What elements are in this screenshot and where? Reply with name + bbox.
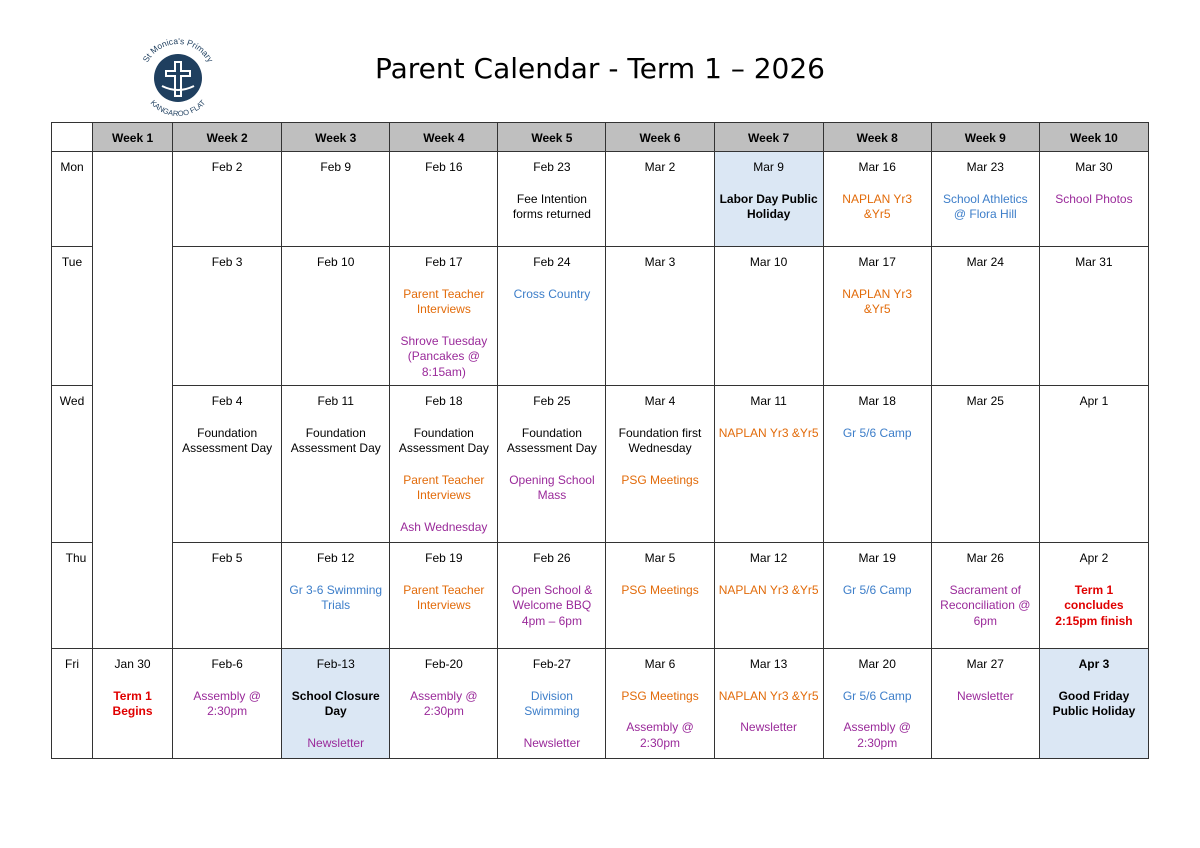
cell-date: Apr 1 — [1079, 394, 1109, 408]
calendar-event: Assembly @ 2:30pm — [843, 720, 911, 750]
cell-date: Feb-6 — [211, 657, 243, 671]
week-header: Week 7 — [714, 123, 823, 152]
calendar-row-wed — [52, 386, 1149, 543]
cell-date: Mar 10 — [749, 255, 788, 269]
cell-date: Mar 31 — [1075, 255, 1113, 269]
calendar-event: Labor Day Public Holiday — [719, 191, 818, 221]
calendar-event: Parent Teacher Interviews — [403, 472, 485, 502]
calendar-day-cell — [498, 247, 606, 386]
week-header: Week 5 — [498, 123, 606, 152]
term-calendar-table — [51, 122, 1149, 759]
cell-date: Mar 11 — [750, 394, 787, 408]
cell-date: Feb 24 — [533, 255, 571, 269]
calendar-day-cell — [498, 152, 606, 247]
calendar-day-cell — [606, 649, 714, 759]
calendar-event: Foundation Assessment Day — [506, 425, 597, 455]
calendar-event: NAPLAN Yr3 &Yr5 — [718, 425, 819, 440]
calendar-day-cell — [714, 649, 823, 759]
cell-date: Mar 6 — [644, 657, 676, 671]
calendar-day-cell — [606, 386, 714, 543]
week-header-row — [52, 123, 1149, 152]
cell-date: Mar 17 — [858, 255, 896, 269]
calendar-day-cell — [931, 386, 1039, 543]
calendar-row-fri — [52, 649, 1149, 759]
calendar-day-cell — [1039, 247, 1148, 386]
day-label: Mon — [52, 152, 93, 247]
cell-date: Apr 2 — [1079, 551, 1109, 565]
calendar-event: Ash Wednesday — [400, 519, 488, 534]
week-header: Week 9 — [931, 123, 1039, 152]
cell-date: Feb 2 — [211, 160, 243, 174]
calendar-event: Foundation Assessment Day — [290, 425, 381, 455]
calendar-day-cell — [390, 152, 498, 247]
calendar-event: Good Friday Public Holiday — [1052, 688, 1136, 718]
calendar-day-cell — [390, 386, 498, 543]
calendar-day-cell — [390, 543, 498, 649]
cell-date: Feb 16 — [425, 160, 463, 174]
cell-date: Feb 9 — [320, 160, 352, 174]
calendar-day-cell — [823, 247, 931, 386]
calendar-day-cell — [498, 543, 606, 649]
calendar-row-mon — [52, 152, 1149, 247]
calendar-event: PSG Meetings — [621, 688, 699, 703]
calendar-event: Opening School Mass — [509, 472, 595, 502]
logo-arc-bottom-text: KANGAROO FLAT — [148, 98, 208, 119]
cell-date: Mar 12 — [749, 551, 788, 565]
calendar-event: NAPLAN Yr3 &Yr5 — [842, 286, 913, 316]
calendar-event: Assembly @ 2:30pm — [410, 688, 478, 718]
cell-date: Jan 30 — [114, 657, 151, 671]
calendar-day-cell — [173, 543, 282, 649]
calendar-event: Newsletter — [956, 688, 1014, 703]
calendar-event: Term 1 Begins — [112, 688, 153, 718]
cell-date: Mar 19 — [858, 551, 896, 565]
calendar-event: NAPLAN Yr3 &Yr5 — [718, 688, 819, 703]
calendar-day-cell — [606, 152, 714, 247]
day-label: Tue — [52, 247, 93, 386]
cell-date: Mar 23 — [966, 160, 1004, 174]
calendar-event: Term 1 concludes 2:15pm finish — [1055, 582, 1133, 628]
cell-date: Mar 18 — [858, 394, 896, 408]
calendar-event: Gr 3-6 Swimming Trials — [289, 582, 383, 612]
calendar-event: Division Swimming — [524, 688, 580, 718]
calendar-day-cell — [173, 386, 282, 543]
calendar-day-cell — [823, 386, 931, 543]
cell-date: Mar 2 — [644, 160, 676, 174]
cell-date: Mar 30 — [1075, 160, 1113, 174]
calendar-day-cell — [823, 649, 931, 759]
week-header: Week 8 — [823, 123, 931, 152]
calendar-day-cell — [714, 247, 823, 386]
cell-date: Mar 25 — [966, 394, 1004, 408]
calendar-event: Cross Country — [513, 286, 591, 301]
calendar-event: PSG Meetings — [621, 472, 699, 487]
calendar-day-cell — [498, 649, 606, 759]
calendar-event: Foundation Assessment Day — [182, 425, 273, 455]
cell-date: Feb-27 — [532, 657, 571, 671]
calendar-day-cell — [1039, 386, 1148, 543]
calendar-event: Fee Intention forms returned — [512, 191, 591, 221]
calendar-day-cell — [282, 543, 390, 649]
calendar-day-cell — [931, 649, 1039, 759]
calendar-row-tue — [52, 247, 1149, 386]
calendar-day-cell — [282, 152, 390, 247]
calendar-day-cell — [282, 649, 390, 759]
cell-date: Mar 3 — [644, 255, 676, 269]
week-header: Week 6 — [606, 123, 714, 152]
cell-date: Feb 5 — [211, 551, 243, 565]
logo-arc-top-text: St Monica's Primary — [140, 35, 216, 64]
day-label: Wed — [52, 386, 93, 543]
cell-date: Feb 23 — [533, 160, 571, 174]
calendar-event: Foundation Assessment Day — [398, 425, 489, 455]
calendar-event: Newsletter — [523, 735, 581, 750]
calendar-event: NAPLAN Yr3 &Yr5 — [718, 582, 819, 597]
calendar-day-cell — [173, 152, 282, 247]
cell-date: Feb 18 — [425, 394, 463, 408]
calendar-day-cell — [823, 543, 931, 649]
cell-date: Feb 4 — [211, 394, 243, 408]
calendar-event: Parent Teacher Interviews — [403, 582, 485, 612]
week-header: Week 2 — [173, 123, 282, 152]
cell-date: Mar 24 — [966, 255, 1004, 269]
calendar-day-cell — [606, 247, 714, 386]
day-label: Fri — [52, 649, 93, 759]
cell-date: Feb 11 — [317, 394, 354, 408]
cell-date: Feb 19 — [425, 551, 463, 565]
cell-date: Feb 10 — [317, 255, 355, 269]
calendar-day-cell — [1039, 152, 1148, 247]
calendar-day-cell — [1039, 543, 1148, 649]
calendar-event: PSG Meetings — [621, 582, 699, 597]
calendar-day-cell — [714, 543, 823, 649]
calendar-day-cell — [714, 152, 823, 247]
cell-date: Feb 12 — [317, 551, 355, 565]
cell-date: Mar 26 — [966, 551, 1004, 565]
week-header: Week 1 — [93, 123, 173, 152]
day-label: Thu — [52, 543, 93, 649]
calendar-event: Sacrament of Reconciliation @ 6pm — [940, 582, 1031, 628]
cell-date: Mar 20 — [858, 657, 896, 671]
week-header: Week 10 — [1039, 123, 1148, 152]
calendar-event: Parent Teacher Interviews — [403, 286, 485, 316]
calendar-event: Foundation first Wednesday — [618, 425, 702, 455]
calendar-day-cell — [173, 649, 282, 759]
calendar-day-cell — [390, 649, 498, 759]
page-title: Parent Calendar - Term 1 – 2026 — [375, 52, 825, 85]
calendar-row-thu — [52, 543, 1149, 649]
calendar-day-cell — [931, 543, 1039, 649]
week-header: Week 3 — [282, 123, 390, 152]
calendar-event: Newsletter — [307, 735, 365, 750]
calendar-day-cell — [93, 649, 173, 759]
calendar-event: Gr 5/6 Camp — [842, 425, 912, 440]
calendar-event: School Photos — [1055, 191, 1133, 206]
cell-date: Mar 27 — [966, 657, 1004, 671]
header-corner-cell — [52, 123, 93, 152]
calendar-day-cell — [606, 543, 714, 649]
cell-date: Feb 17 — [425, 255, 463, 269]
cell-date: Feb 25 — [533, 394, 571, 408]
calendar-day-cell — [931, 152, 1039, 247]
cell-date: Mar 16 — [858, 160, 896, 174]
calendar-day-cell — [498, 386, 606, 543]
week-header: Week 4 — [390, 123, 498, 152]
calendar-day-cell — [823, 152, 931, 247]
cell-date: Mar 13 — [749, 657, 788, 671]
cell-date: Mar 5 — [644, 551, 676, 565]
cell-date: Apr 3 — [1078, 657, 1110, 671]
cell-date: Feb 26 — [533, 551, 571, 565]
cell-date: Mar 9 — [753, 160, 784, 174]
calendar-event: School Athletics @ Flora Hill — [942, 191, 1028, 221]
calendar-event: Gr 5/6 Camp — [842, 688, 912, 703]
calendar-event: Shrove Tuesday (Pancakes @ 8:15am) — [400, 333, 488, 379]
calendar-event: Assembly @ 2:30pm — [626, 720, 694, 750]
calendar-day-cell — [390, 247, 498, 386]
calendar-event: Assembly @ 2:30pm — [193, 688, 261, 718]
calendar-day-cell — [173, 247, 282, 386]
calendar-day-cell — [282, 247, 390, 386]
calendar-day-cell — [282, 386, 390, 543]
calendar-event: School Closure Day — [291, 688, 380, 718]
cell-date: Feb 3 — [211, 255, 243, 269]
calendar-day-cell — [931, 247, 1039, 386]
week1-empty-cell — [93, 152, 173, 649]
cell-date: Mar 4 — [644, 394, 676, 408]
calendar-event: Gr 5/6 Camp — [842, 582, 912, 597]
cell-date: Feb-20 — [424, 657, 463, 671]
calendar-day-cell — [714, 386, 823, 543]
calendar-event: Open School & Welcome BBQ 4pm – 6pm — [511, 582, 593, 628]
calendar-event: Newsletter — [740, 720, 797, 734]
cell-date: Feb-13 — [316, 657, 355, 671]
calendar-event: NAPLAN Yr3 &Yr5 — [842, 191, 913, 221]
calendar-day-cell — [1039, 649, 1148, 759]
